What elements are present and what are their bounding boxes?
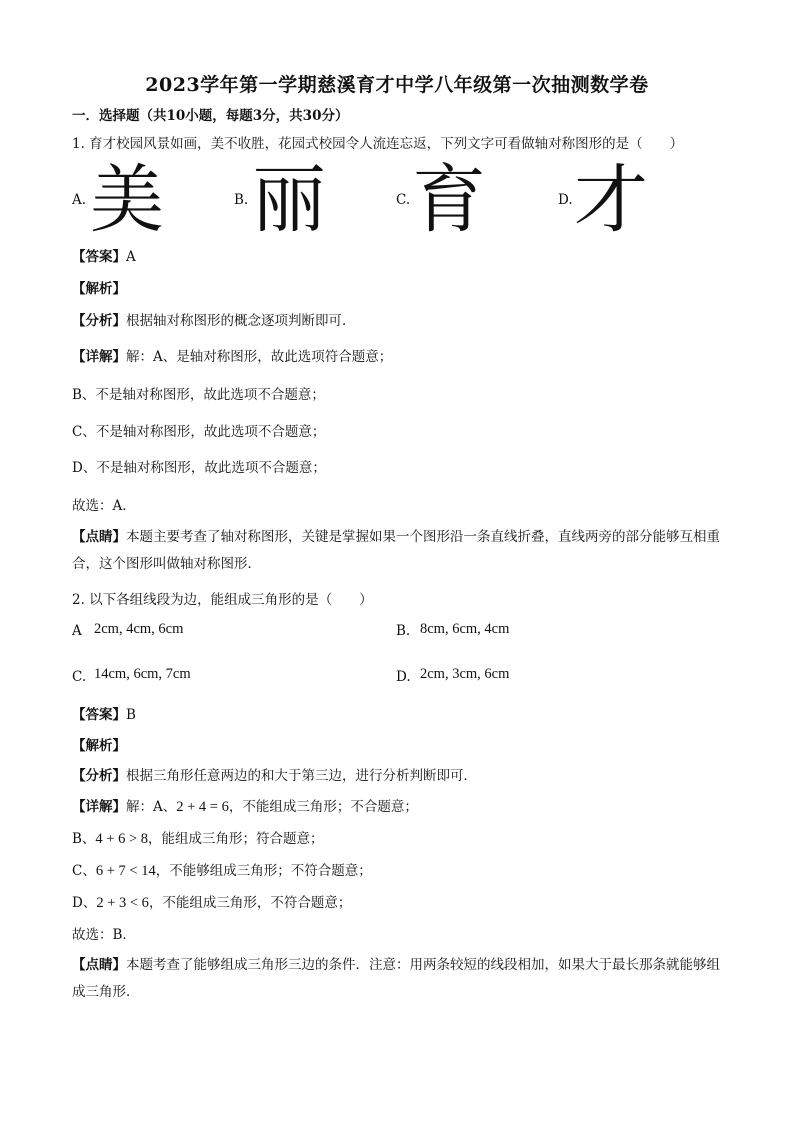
q1-dianjing-text: 本题主要考查了轴对称图形，关键是掌握如果一个图形沿一条直线折叠，直线两旁的部分能够互相重合，这个图形叫做轴对称图形． <box>72 529 720 572</box>
q2-detail-2-math: 4 + 6 > 8 <box>95 831 149 847</box>
q2-analysis-tag: 【解析】 <box>72 738 126 754</box>
q1-answer-value: A <box>126 249 136 265</box>
q2-fenxi-tag: 【分析】 <box>72 768 126 784</box>
q2-fenxi-text: 根据三角形任意两边的和大于第三边，进行分析判断即可． <box>126 768 477 784</box>
q2-detail-3 <box>72 861 732 881</box>
q1-fenxi-text: 根据轴对称图形的概念逐项判断即可． <box>126 313 356 329</box>
q2-detail-1-post: ，不能组成三角形；不合题意； <box>228 799 418 815</box>
q2-detail-4-pre: D、 <box>72 895 97 911</box>
page-title: 2023学年第一学期慈溪育才中学八年级第一次抽测数学卷 <box>145 74 649 96</box>
q2-detail-1 <box>72 797 732 817</box>
q1-detail-4: D、不是轴对称图形，故此选项不合题意； <box>72 460 326 476</box>
q1-detail-2: B、不是轴对称图形，故此选项不合题意； <box>72 387 325 403</box>
q2-detail-1-math: 2 + 4 = 6 <box>176 799 229 815</box>
q2-detail-1-pre: 解：A、 <box>126 799 177 815</box>
q2-detail-4-math: 2 + 3 < 6 <box>96 895 149 911</box>
q2-fenxi <box>72 766 732 786</box>
q2-detail-3-math: 6 + 7 < 14 <box>95 863 156 879</box>
q1-detail-1-text: 解：A、是轴对称图形，故此选项符合题意； <box>126 349 393 365</box>
q1-option-d-char: 才 <box>574 157 648 243</box>
q2-answer-value: B <box>126 707 136 723</box>
q1-option-d-label: D. <box>558 192 573 208</box>
q2-detail-tag: 【详解】 <box>72 799 126 815</box>
q2-option-a-text: 2cm, 4cm, 6cm <box>94 621 184 637</box>
q2-answer <box>72 705 732 725</box>
q1-option-b-char: 丽 <box>252 157 326 243</box>
q1-option-c-label: C. <box>396 192 411 208</box>
q1-dianjing <box>72 524 732 578</box>
q2-detail-3-pre: C、 <box>72 863 96 879</box>
q1-option-c-char: 育 <box>412 157 486 243</box>
q2-detail-4 <box>72 893 732 913</box>
q2-detail-2-post: ，能组成三角形；符合题意； <box>148 831 324 847</box>
q1-detail-tag: 【详解】 <box>72 349 126 365</box>
q2-detail-2-pre: B、 <box>72 831 96 847</box>
q1-stem: 1. 育才校园风景如画，美不收胜，花园式校园令人流连忘返，下列文字可看做轴对称图形的是（ ） <box>72 136 684 152</box>
q1-choose: 故选：A． <box>72 498 136 514</box>
q1-fenxi <box>72 311 732 331</box>
q2-option-b-text: 8cm, 6cm, 4cm <box>420 621 510 637</box>
q2-detail-3-post: ，不能够组成三角形；不符合题意； <box>155 863 372 879</box>
q1-option-a-char: 美 <box>90 157 164 243</box>
q2-option-d-text: 2cm, 3cm, 6cm <box>420 666 510 682</box>
q2-dianjing-text: 本题考查了能够组成三角形三边的条件．注意：用两条较短的线段相加，如果大于最长那条就能够组成三角形． <box>72 957 720 1000</box>
q2-option-b-label: B. <box>396 623 411 639</box>
q1-option-a-label: A. <box>72 192 87 208</box>
q2-dianjing-tag: 【点睛】 <box>72 957 126 973</box>
q2-stem: 2. 以下各组线段为边，能组成三角形的是（ ） <box>72 592 373 608</box>
q2-option-c-label: C. <box>72 669 87 685</box>
q2-answer-tag: 【答案】 <box>72 707 126 723</box>
q1-option-b-label: B. <box>234 192 249 208</box>
q2-detail-2 <box>72 829 732 849</box>
q2-option-d-label: D. <box>396 669 411 685</box>
q1-detail-3: C、不是轴对称图形，故此选项不合题意； <box>72 424 326 440</box>
q1-answer-tag: 【答案】 <box>72 249 126 265</box>
q2-dianjing <box>72 952 732 1006</box>
q1-answer <box>72 247 732 267</box>
section-heading: 一．选择题（共10小题，每题3分，共30分） <box>72 108 349 124</box>
q2-detail-4-post: ，不能组成三角形，不符合题意； <box>148 895 352 911</box>
q2-option-c-text: 14cm, 6cm, 7cm <box>94 666 191 682</box>
q1-fenxi-tag: 【分析】 <box>72 313 126 329</box>
q1-detail-1 <box>72 347 732 367</box>
q2-choose: 故选：B． <box>72 927 136 943</box>
q1-analysis-tag: 【解析】 <box>72 281 126 297</box>
q2-option-a-label: A <box>72 623 82 639</box>
q1-dianjing-tag: 【点睛】 <box>72 529 126 545</box>
